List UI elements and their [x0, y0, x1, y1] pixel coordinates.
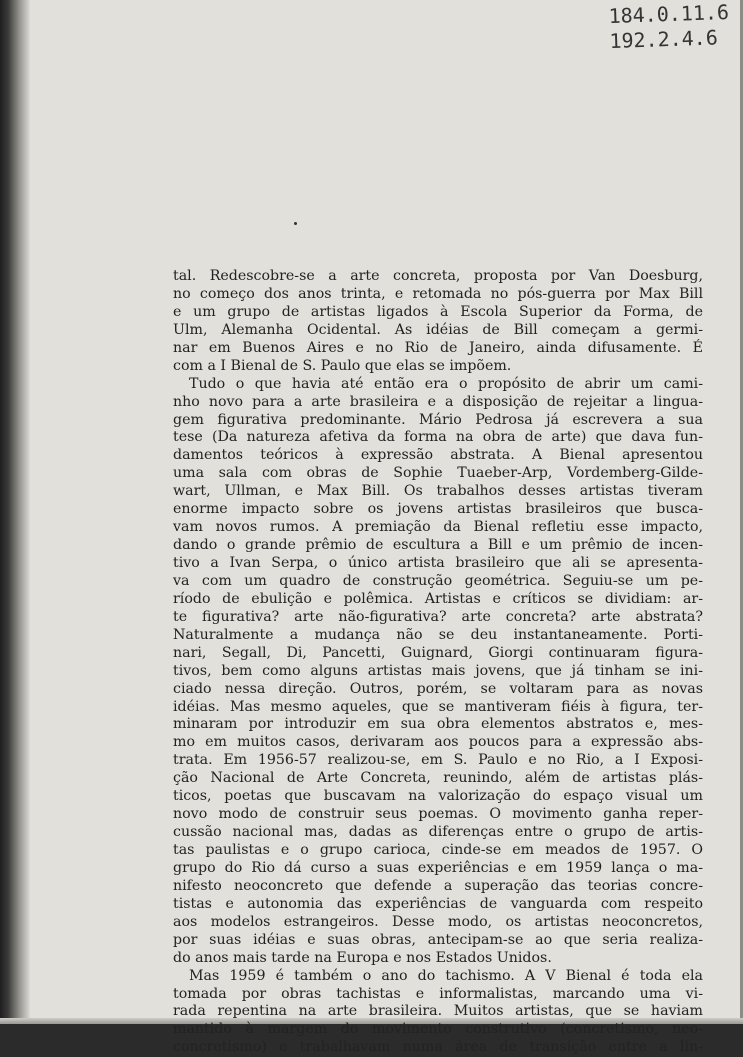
text-line: grupo do Rio dá curso a suas experiências e em 1959 lança o ma-	[173, 859, 703, 876]
text-line: com a I Bienal de S. Paulo que elas se impõem.	[173, 357, 512, 374]
text-line: va com um quadro de construção geométrica. Seguiu-se um pe-	[173, 572, 703, 589]
text-line: novo modo de construir seus poemas. O movimento ganha reper-	[173, 806, 703, 823]
text-line: nar em Buenos Aires e no Rio de Janeiro, ainda difusamente. É	[173, 339, 703, 356]
text-line: Tudo o que havia até então era o propósito de abrir um cami-	[189, 375, 703, 392]
text-line: tivo a Ivan Serpa, o único artista brasileiro que ali se apresenta-	[173, 555, 703, 571]
text-line: idéias. Mas mesmo aqueles, que se mantiveram fiéis à figura, ter-	[173, 698, 703, 715]
paragraph	[173, 376, 703, 968]
text-line: ríodo de ebulição e polêmica. Artistas e críticos se dividiam: ar-	[173, 590, 703, 607]
text-line: tal. Redescobre-se a arte concreta, proposta por Van Doesburg,	[173, 268, 703, 284]
text-line: Mas 1959 é também o ano do tachismo. A V Bienal é toda ela	[189, 967, 703, 984]
text-line: tistas e autonomia das experiências de vanguarda com respeito	[173, 895, 703, 912]
text-line: trata. Em 1956-57 realizou-se, em S. Paulo e no Rio, a I Exposi-	[173, 752, 703, 769]
scan-left-shadow	[0, 0, 30, 1024]
text-line: wart, Ullman, e Max Bill. Os trabalhos desses artistas tiveram	[173, 483, 703, 500]
text-line: por suas idéias e suas obras, antecipam-se ao que seria realiza-	[173, 931, 703, 948]
text-line: tomada por obras tachistas e informalistas, marcando uma vi-	[173, 985, 703, 1002]
text-line: no começo dos anos trinta, e retomada no pós-guerra por Max Bill	[173, 285, 703, 302]
text-line: damentos teóricos à expressão abstrata. A Bienal apresentou	[173, 447, 703, 464]
text-line: ticos, poetas que buscavam na valorização do espaço visual um	[173, 788, 703, 805]
text-line: minaram por introduzir em sua obra elementos abstratos e, mes-	[173, 716, 703, 733]
text-line: te figurativa? arte não-figurativa? arte concreta? arte abstrata?	[173, 608, 703, 625]
text-line: Ulm, Alemanha Ocidental. As idéias de Bill começam a germi-	[173, 321, 703, 338]
text-line: e um grupo de artistas ligados à Escola Superior da Forma, de	[173, 303, 703, 320]
paragraph	[173, 268, 703, 376]
text-line: ciado nessa direção. Outros, porém, se voltaram para as novas	[173, 680, 703, 697]
paragraph	[173, 968, 703, 1057]
text-line: vam novos rumos. A premiação da Bienal refletiu esse impacto,	[173, 519, 703, 536]
text-line: tivos, bem como alguns artistas mais jovens, que já tinham se ini-	[173, 662, 703, 679]
text-line: uma sala com obras de Sophie Tuaeber-Arp, Vordemberg-Gilde-	[173, 465, 703, 482]
article-text	[173, 268, 703, 1057]
text-line: aos modelos estrangeiros. Desse modo, os artistas neoconcretos,	[173, 913, 703, 930]
ink-speck	[294, 222, 297, 225]
text-line: gem figurativa predominante. Mário Pedrosa já escrevera a sua	[173, 411, 703, 428]
text-line: mantido à margem do movimento construtivo (concretismo, neo-	[173, 1021, 703, 1038]
text-line: tas paulistas e o grupo carioca, cinde-se em meados de 1957. O	[173, 842, 703, 858]
text-line: rada repentina na arte brasileira. Muitos artistas, que se haviam	[173, 1003, 703, 1020]
text-line: concretismo) e trabalhavam numa área de transição entre a lin-	[173, 1039, 703, 1056]
text-line: do anos mais tarde na Europa e nos Estados Unidos.	[173, 949, 552, 966]
handwritten-note-1: 184.0.11.6	[607, 0, 729, 29]
text-line: nifesto neoconcreto que defende a superação das teorias concre-	[173, 877, 703, 894]
text-line: nho novo para a arte brasileira e a disposição de rejeitar a lingua-	[173, 393, 703, 410]
text-line: enorme impacto sobre os jovens artistas brasileiros que busca-	[173, 501, 703, 518]
handwritten-reference-numbers	[608, 0, 730, 54]
text-line: ção Nacional de Arte Concreta, reunindo, além de artistas plás-	[173, 770, 703, 787]
text-line: Naturalmente a mudança não se deu instantaneamente. Porti-	[173, 626, 703, 643]
handwritten-note-2: 192.2.4.6	[608, 25, 718, 54]
text-line: dando o grande prêmio de escultura a Bill e um prêmio de incen-	[173, 537, 703, 554]
text-line: mo em muitos casos, derivaram aos poucos para a expressão abs-	[173, 734, 703, 751]
text-line: tese (Da natureza afetiva da forma na obra de arte) que dava fun-	[173, 429, 703, 446]
text-line: cussão nacional mas, dadas as diferenças entre o grupo de artis-	[173, 824, 703, 841]
text-line: nari, Segall, Di, Pancetti, Guignard, Giorgi continuaram figura-	[173, 644, 703, 661]
